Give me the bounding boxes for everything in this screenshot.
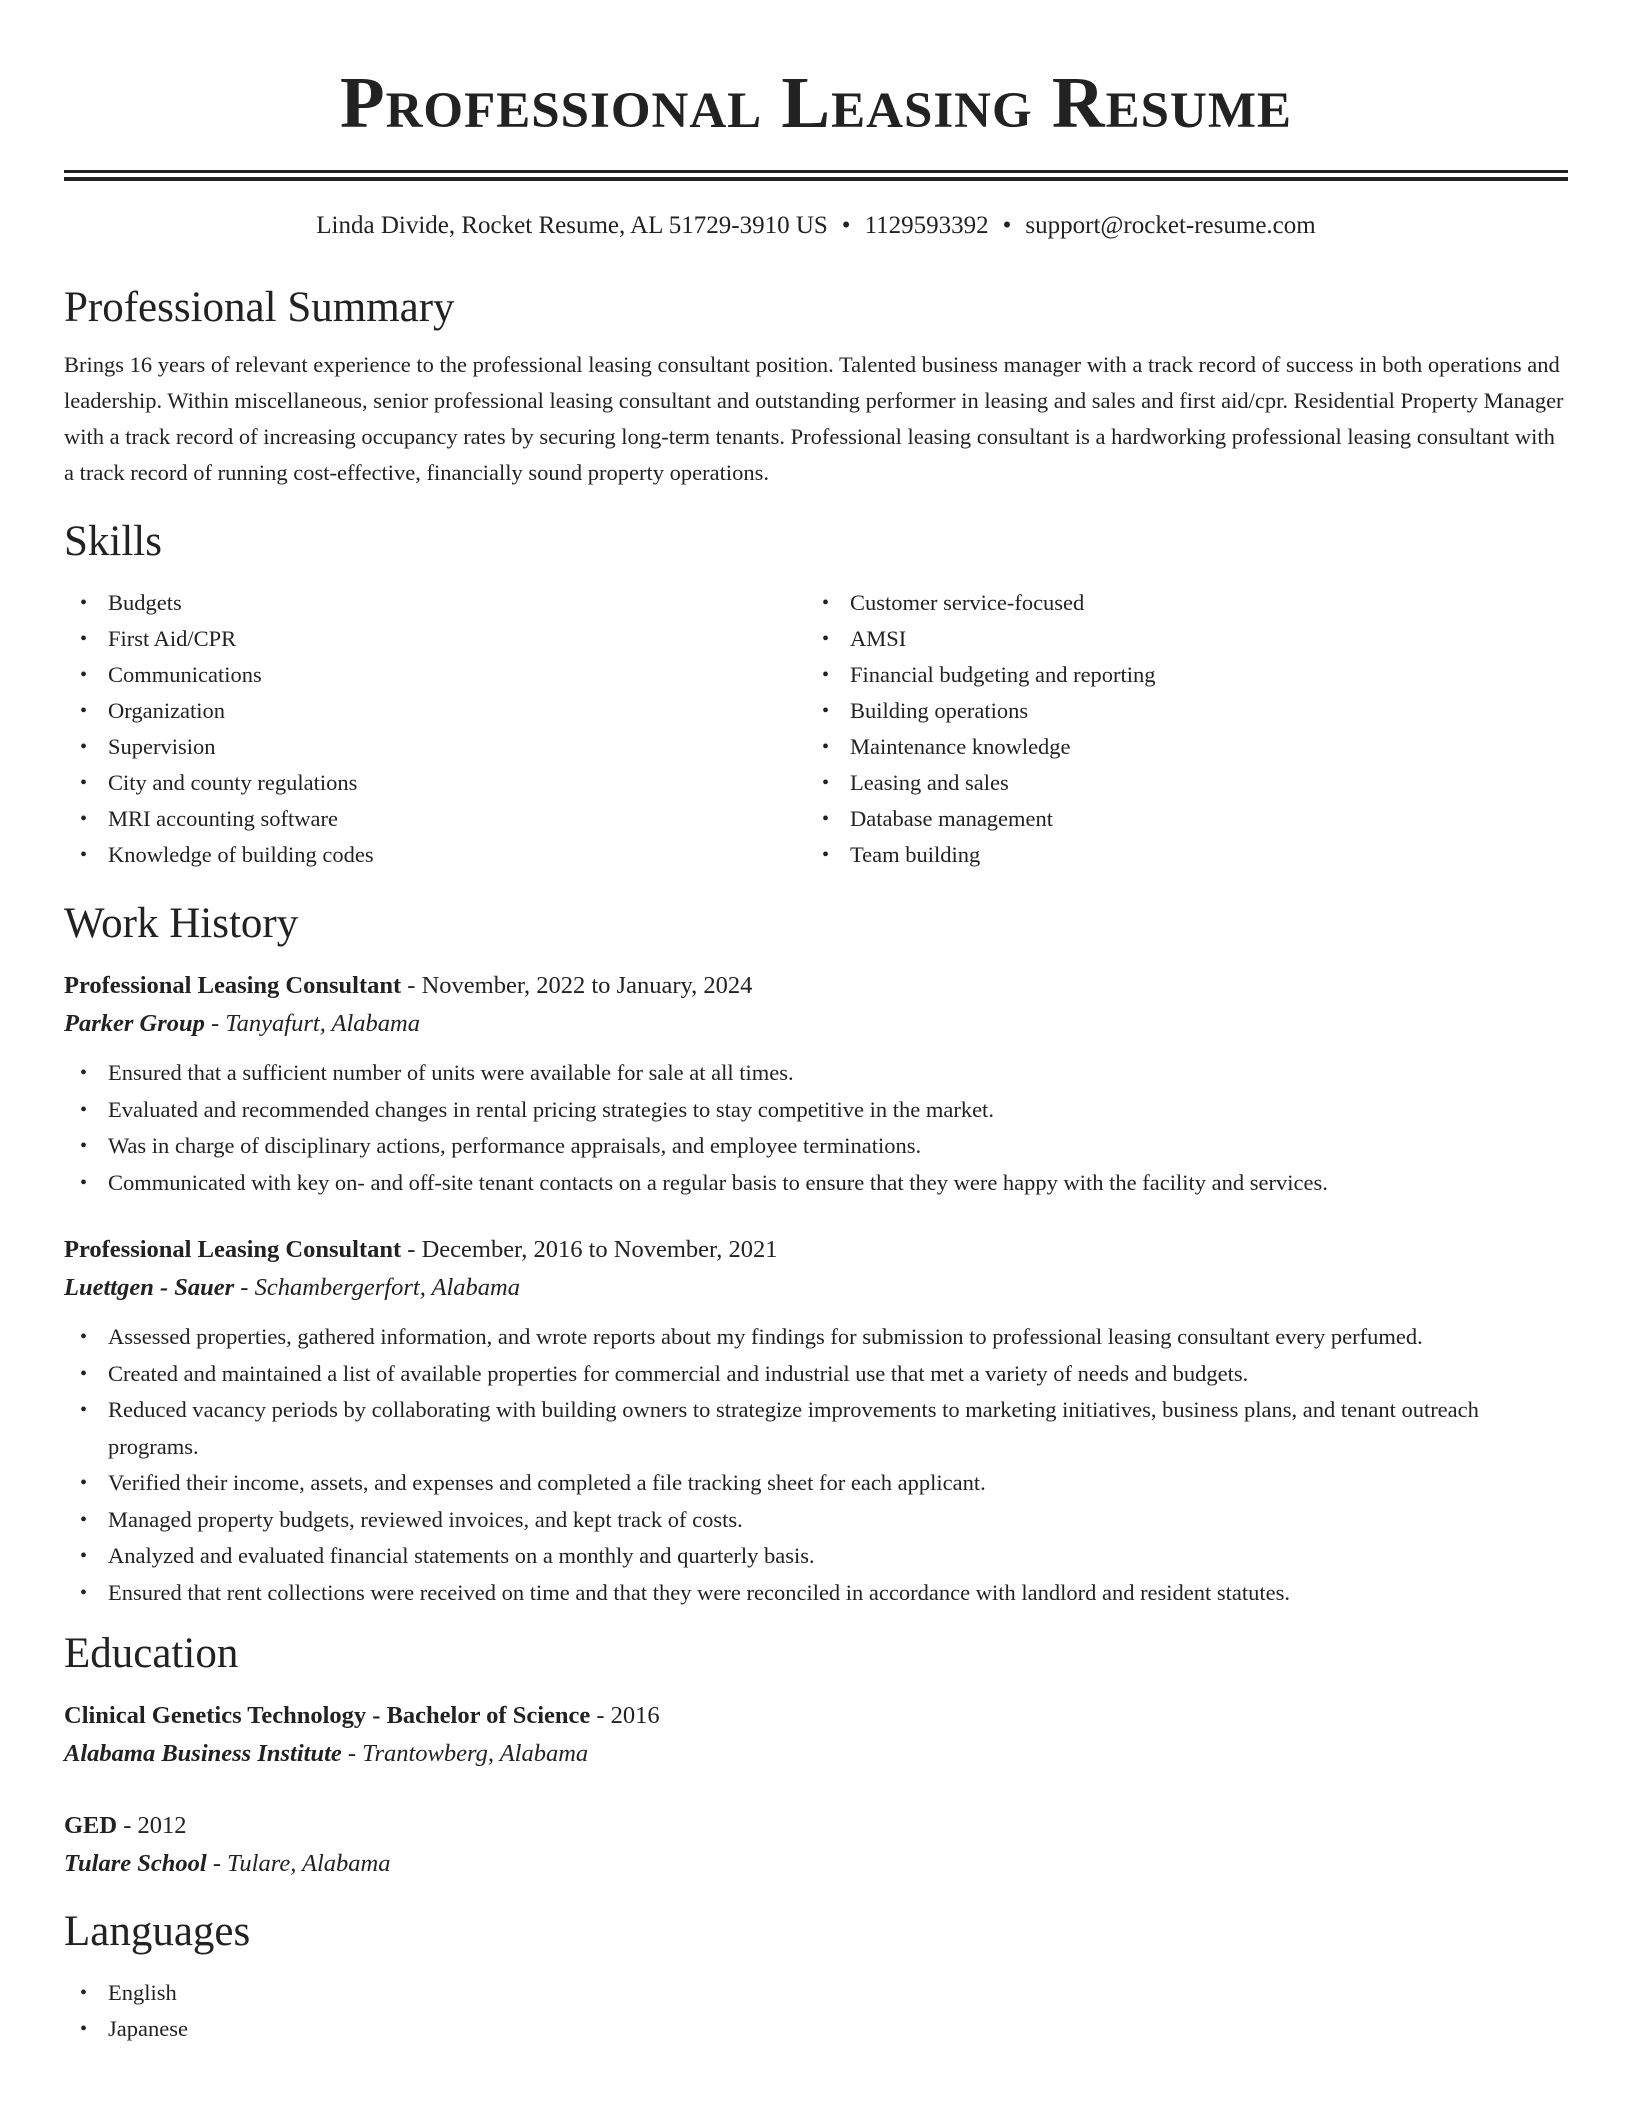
bullet-icon: • xyxy=(80,1545,88,1567)
languages-heading: Languages xyxy=(64,1908,251,1955)
bullet-icon: • xyxy=(822,700,830,722)
education-school-line xyxy=(64,1735,1568,1773)
bullet-icon: • xyxy=(822,808,830,830)
skill-item xyxy=(806,837,1548,873)
contact-separator: • xyxy=(1002,212,1012,239)
education-degree-line xyxy=(64,1807,1568,1845)
resume-page xyxy=(64,0,1568,2047)
job-bullets xyxy=(64,1319,1568,1611)
skill-item xyxy=(806,585,1548,621)
bullet-icon: • xyxy=(80,1135,88,1157)
work-history-heading: Work History xyxy=(64,900,299,947)
education-section xyxy=(64,1629,1568,1883)
job-bullet-text: Ensured that a sufficient number of units were available for sale at all times. xyxy=(108,1060,794,1085)
education-location: - Tulare, Alabama xyxy=(206,1850,391,1877)
skill-item-text: City and county regulations xyxy=(108,770,358,795)
skill-item xyxy=(64,837,806,873)
job-entry xyxy=(64,967,1568,1201)
skill-item-text: AMSI xyxy=(850,626,907,651)
job-bullet-text: Reduced vacancy periods by collaborating with building owners to strategize improvements to marketing initiatives, business plans, and tenant outreach programs. xyxy=(108,1397,1479,1459)
job-title: Professional Leasing Consultant xyxy=(64,972,402,999)
bullet-icon: • xyxy=(822,664,830,686)
summary-section xyxy=(64,283,1568,491)
job-bullet xyxy=(64,1092,1568,1129)
bullet-icon: • xyxy=(80,1399,88,1421)
skills-grid xyxy=(64,585,1568,873)
languages-section xyxy=(64,1907,1568,2047)
skill-item xyxy=(64,729,806,765)
work-history-section xyxy=(64,899,1568,1611)
bullet-icon: • xyxy=(80,1362,88,1385)
summary-heading: Professional Summary xyxy=(64,284,455,331)
skill-item-text: Database management xyxy=(850,806,1054,831)
education-location: - Trantowberg, Alabama xyxy=(341,1740,589,1767)
bullet-icon: • xyxy=(80,1171,88,1194)
contact-line xyxy=(64,209,1568,243)
job-location: - Tanyafurt, Alabama xyxy=(204,1010,420,1037)
job-company-line xyxy=(64,1269,1568,1307)
bullet-icon: • xyxy=(80,700,88,722)
skill-item-text: Maintenance knowledge xyxy=(850,734,1071,759)
education-entry xyxy=(64,1697,1568,1773)
job-bullet xyxy=(64,1356,1568,1393)
skills-right-column xyxy=(806,585,1548,873)
skill-item-text: Leasing and sales xyxy=(850,770,1009,795)
skill-item-text: Financial budgeting and reporting xyxy=(850,662,1156,687)
job-dates: - November, 2022 to January, 2024 xyxy=(401,972,753,999)
skill-item-text: First Aid/CPR xyxy=(108,626,237,651)
bullet-icon: • xyxy=(80,1581,88,1604)
language-item-text: Japanese xyxy=(108,2016,188,2041)
bullet-icon: • xyxy=(80,664,88,686)
job-bullet-text: Verified their income, assets, and expenses and completed a file tracking sheet for each applicant. xyxy=(108,1470,986,1495)
bullet-icon: • xyxy=(80,1982,88,2004)
education-degree-line xyxy=(64,1697,1568,1735)
bullet-icon: • xyxy=(80,772,88,794)
bullet-icon: • xyxy=(822,592,830,614)
skill-item xyxy=(806,657,1548,693)
job-bullets xyxy=(64,1055,1568,1201)
bullet-icon: • xyxy=(822,628,830,650)
job-dates: - December, 2016 to November, 2021 xyxy=(401,1236,778,1263)
job-bullet-text: Ensured that rent collections were received on time and that they were reconciled in accordance with landlord and resident statutes. xyxy=(108,1579,1291,1605)
education-heading: Education xyxy=(64,1630,239,1677)
job-bullet-text: Evaluated and recommended changes in rental pricing strategies to stay competitive in the market. xyxy=(108,1096,994,1122)
education-year: - 2016 xyxy=(590,1702,660,1729)
contact-email: support@rocket-resume.com xyxy=(1025,212,1316,239)
job-bullet xyxy=(64,1165,1568,1202)
bullet-icon: • xyxy=(80,1062,88,1084)
bullet-icon: • xyxy=(822,772,830,794)
skills-section xyxy=(64,517,1568,873)
skill-item xyxy=(64,621,806,657)
skill-item xyxy=(806,801,1548,837)
skill-item-text: Supervision xyxy=(108,734,216,759)
skill-item-text: Organization xyxy=(108,698,226,723)
summary-text: Brings 16 years of relevant experience to the professional leasing consultant position. Talented business manager with a track record of success in both operations and leadership. Within miscellaneous, senior professional leasing consultant and outstanding performer in leasing and sales and first aid/cpr. Residential Property Manager with a track record of increasing occupancy rates by securing long-term tenants. Professional leasing consultant is a hardworking professional leasing consultant with a track record of running cost-effective, financially sound property operations. xyxy=(64,352,1564,485)
skill-item-text: Customer service-focused xyxy=(850,590,1085,615)
language-item xyxy=(64,2011,1568,2047)
skill-item xyxy=(64,765,806,801)
skill-item-text: MRI accounting software xyxy=(108,806,338,831)
job-bullet xyxy=(64,1128,1568,1165)
education-year: - 2012 xyxy=(117,1812,187,1839)
job-bullet xyxy=(64,1319,1568,1356)
bullet-icon: • xyxy=(822,736,830,758)
job-bullet xyxy=(64,1055,1568,1092)
title-double-rule xyxy=(64,170,1568,181)
job-bullet-text: Assessed properties, gathered information, and wrote reports about my findings for submission to professional leasing consultant every perfumed. xyxy=(108,1324,1423,1349)
bullet-icon: • xyxy=(80,844,88,866)
job-bullet xyxy=(64,1392,1568,1465)
job-bullet-text: Was in charge of disciplinary actions, performance appraisals, and employee terminations. xyxy=(108,1133,922,1158)
job-bullet xyxy=(64,1575,1568,1612)
job-company: Parker Group xyxy=(64,1010,205,1037)
language-item xyxy=(64,1975,1568,2011)
bullet-icon: • xyxy=(80,628,88,650)
education-entry xyxy=(64,1807,1568,1883)
job-bullet-text: Analyzed and evaluated financial statements on a monthly and quarterly basis. xyxy=(108,1543,815,1568)
education-school: Alabama Business Institute xyxy=(64,1740,342,1767)
job-bullet xyxy=(64,1538,1568,1575)
job-bullet-text: Managed property budgets, reviewed invoices, and kept track of costs. xyxy=(108,1506,743,1532)
skill-item-text: Knowledge of building codes xyxy=(108,842,374,867)
job-title-line xyxy=(64,967,1568,1005)
skills-left-column xyxy=(64,585,806,873)
bullet-icon: • xyxy=(80,1098,88,1121)
bullet-icon: • xyxy=(80,1508,88,1531)
skill-item-text: Building operations xyxy=(850,698,1029,723)
bullet-icon: • xyxy=(80,592,88,614)
skill-item xyxy=(64,693,806,729)
education-degree: Clinical Genetics Technology - Bachelor of Science xyxy=(64,1702,591,1729)
job-company: Luettgen - Sauer xyxy=(64,1274,235,1301)
skill-item xyxy=(806,729,1548,765)
bullet-icon: • xyxy=(80,736,88,758)
bullet-icon: • xyxy=(80,1472,88,1494)
resume-title: Professional Leasing Resume xyxy=(339,62,1292,143)
skill-item xyxy=(806,621,1548,657)
skills-heading: Skills xyxy=(64,518,162,565)
language-item-text: English xyxy=(108,1980,177,2005)
job-bullet-text: Created and maintained a list of available properties for commercial and industrial use that met a variety of needs and budgets. xyxy=(108,1360,1249,1386)
bullet-icon: • xyxy=(80,1326,88,1348)
job-bullet-text: Communicated with key on- and off-site tenant contacts on a regular basis to ensure that they were happy with the facility and services. xyxy=(108,1169,1328,1195)
job-bullet xyxy=(64,1465,1568,1502)
job-title-line xyxy=(64,1231,1568,1269)
skill-item xyxy=(64,801,806,837)
contact-separator: • xyxy=(841,212,851,239)
education-school: Tulare School xyxy=(64,1850,207,1877)
job-bullet xyxy=(64,1502,1568,1539)
skill-item-text: Team building xyxy=(850,842,981,867)
bullet-icon: • xyxy=(80,2018,88,2040)
job-company-line xyxy=(64,1005,1568,1043)
skill-item xyxy=(806,693,1548,729)
job-entry xyxy=(64,1231,1568,1611)
skill-item-text: Communications xyxy=(108,662,262,687)
education-school-line xyxy=(64,1845,1568,1883)
job-location: - Schambergerfort, Alabama xyxy=(234,1274,520,1301)
bullet-icon: • xyxy=(822,844,830,866)
bullet-icon: • xyxy=(80,808,88,830)
job-title: Professional Leasing Consultant xyxy=(64,1236,402,1263)
skill-item xyxy=(64,657,806,693)
education-degree: GED xyxy=(64,1812,118,1839)
skill-item-text: Budgets xyxy=(108,590,182,615)
skill-item xyxy=(806,765,1548,801)
skill-item xyxy=(64,585,806,621)
contact-phone: 1129593392 xyxy=(864,212,989,239)
contact-address: Linda Divide, Rocket Resume, AL 51729-3910 US xyxy=(316,212,828,239)
languages-list xyxy=(64,1975,1568,2047)
